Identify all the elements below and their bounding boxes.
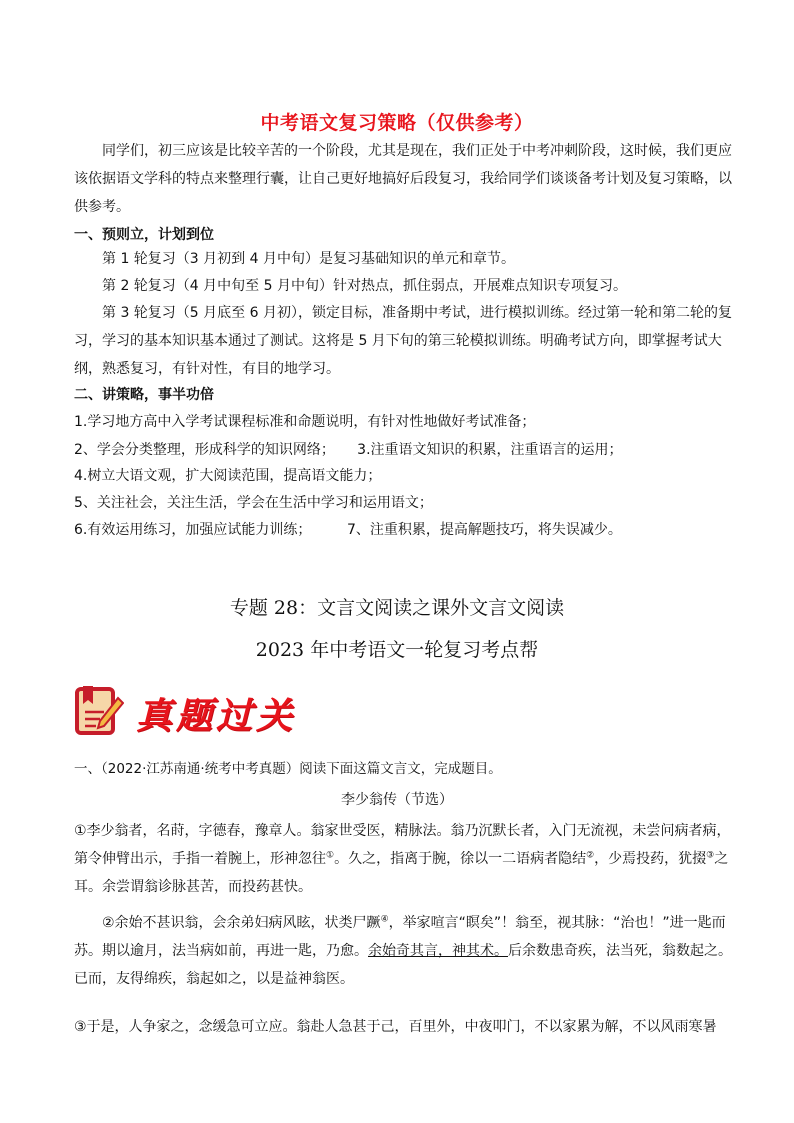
footnote-4: ④: [380, 914, 389, 925]
p1-text-a: ①李少翁者，名莳，字德春，豫章人。翁家世受医，精脉法。翁乃沉默长者，入门无流视，未尝问病者病，第令伸臂出示，手指一着腕上，形神忽往: [74, 823, 731, 867]
strategy-line-3: 4.树立大语文观，扩大阅读范围，提高语文能力；: [74, 468, 382, 484]
section-banner: [74, 684, 334, 740]
banner-label: 真题过关: [136, 695, 297, 737]
notebook-pencil-icon: [74, 684, 124, 738]
p2-text-b: ，举家喧言“瞑矣”！翁至，视其脉：“治也！”进一匙而苏。期以逾月，法当病如前，再进一匙，乃愈。: [74, 915, 726, 959]
footnote-3: ③: [706, 850, 715, 861]
page-title: 中考语文复习策略（仅供参考）: [260, 112, 534, 134]
p2-text-a: ②余始不甚识翁，会余弟妇病风眩，状类尸蹶: [102, 915, 381, 931]
footnote-2: ②: [586, 850, 595, 861]
footnote-1: ①: [326, 850, 335, 861]
passage-paragraph-1: [74, 817, 734, 901]
p1-text-d: 之耳。余尝谓翁诊脉甚苦，而投药甚快。: [74, 851, 729, 895]
strategy-line-2: 2、学会分类整理，形成科学的知识网络； 3.注重语文知识的积累，注重语言的运用；: [74, 442, 623, 458]
book-title: 2023 年中考语文一轮复习考点帮: [255, 639, 539, 661]
passage-title: 李少翁传（节选）: [341, 792, 453, 808]
plan-item-3: 第 3 轮复习（5 月底至 6 月初），锁定目标，准备期中考试，进行模拟训练。经过第一轮和第二轮的复习，学习的基本知识基本通过了测试。这将是 5 月下旬的第三轮模拟训练。明确考试方向，即掌握考试大纲，熟悉复习，有针对性，有目的地学习。: [74, 305, 732, 377]
strategy-line-5: 6.有效运用练习，加强应试能力训练； 7、注重积累，提高解题技巧，将失误减少。: [74, 522, 622, 538]
section1-heading: 一、预则立，计划到位: [74, 227, 214, 243]
p2-text-c: 后余数患奇疾，法当死，翁数起之。已而，友得绵疾，翁起如之，以是益神翁医。: [74, 943, 732, 987]
plan-item-2: 第 2 轮复习（4 月中旬至 5 月中旬）针对热点，抓住弱点，开展难点知识专项复习。: [102, 278, 627, 294]
passage-paragraph-3: ③于是，人争家之，念缓急可立应。翁赴人急甚于己，百里外，中夜叩门，不以家累为解，不以风雨寒暑: [74, 1019, 717, 1035]
strategy-line-4: 5、关注社会，关注生活，学会在生活中学习和运用语文；: [74, 495, 433, 511]
question-intro: 一、（2022·江苏南通·统考中考真题）阅读下面这篇文言文，完成题目。: [74, 761, 502, 777]
passage-paragraph-2: [74, 909, 734, 993]
intro-paragraph: 同学们，初三应该是比较辛苦的一个阶段，尤其是现在，我们正处于中考冲刺阶段，这时候，我们更应该依据语文学科的特点来整理行囊，让自己更好地搞好后段复习，我给同学们谈谈备考计划及复习策略，以供参考。: [74, 143, 732, 215]
strategy-line-1: 1.学习地方高中入学考试课程标准和命题说明，有针对性地做好考试准备；: [74, 414, 536, 430]
topic-title: 专题 28：文言文阅读之课外文言文阅读: [229, 597, 565, 619]
underlined-sentence: 余始奇其言，神其术。: [368, 943, 508, 959]
plan-item-1: 第 1 轮复习（3 月初到 4 月中旬）是复习基础知识的单元和章节。: [102, 251, 515, 267]
p1-text-c: ，少焉投药，犹掇: [594, 851, 707, 867]
section2-heading: 二、讲策略，事半功倍: [74, 387, 214, 403]
p1-text-b: 。久之，指离于腕，徐以一二语病者隐结: [334, 851, 587, 867]
